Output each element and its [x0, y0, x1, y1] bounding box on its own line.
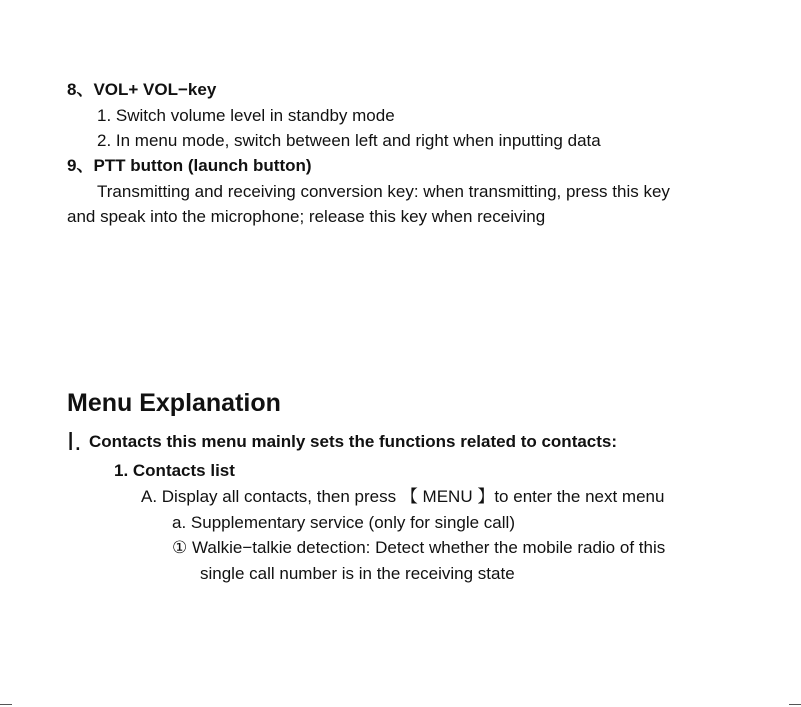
section-8-item-1: 1. Switch volume level in standby mode — [97, 106, 395, 125]
roman-numeral-one: I. — [67, 426, 82, 456]
section-8-heading: 8、VOL+ VOL−key — [67, 80, 217, 99]
walkie-talkie-detection-line-1: ① Walkie−talkie detection: Detect whether the mobile radio of this — [172, 538, 666, 557]
section-9-paragraph-line-1: Transmitting and receiving conversion key: when transmitting, press this key — [97, 182, 670, 201]
item-a-display-contacts: A. Display all contacts, then press 【 MENU 】to enter the next menu — [141, 487, 665, 506]
section-9-heading: 9、PTT button (launch button) — [67, 156, 312, 175]
walkie-talkie-detection-line-2: single call number is in the receiving state — [200, 564, 515, 583]
item-a-supplementary-service: a. Supplementary service (only for single call) — [172, 513, 515, 532]
section-8-item-2: 2. In menu mode, switch between left and right when inputting data — [97, 131, 601, 150]
contacts-section-heading: Contacts this menu mainly sets the functions related to contacts: — [89, 432, 618, 451]
contacts-list-subheading: 1. Contacts list — [114, 461, 235, 480]
page-corner-mark-left — [0, 704, 12, 705]
page-corner-mark-right — [789, 704, 801, 705]
menu-explanation-title: Menu Explanation — [67, 389, 281, 417]
section-9-paragraph-line-2: and speak into the microphone; release this key when receiving — [67, 207, 546, 226]
